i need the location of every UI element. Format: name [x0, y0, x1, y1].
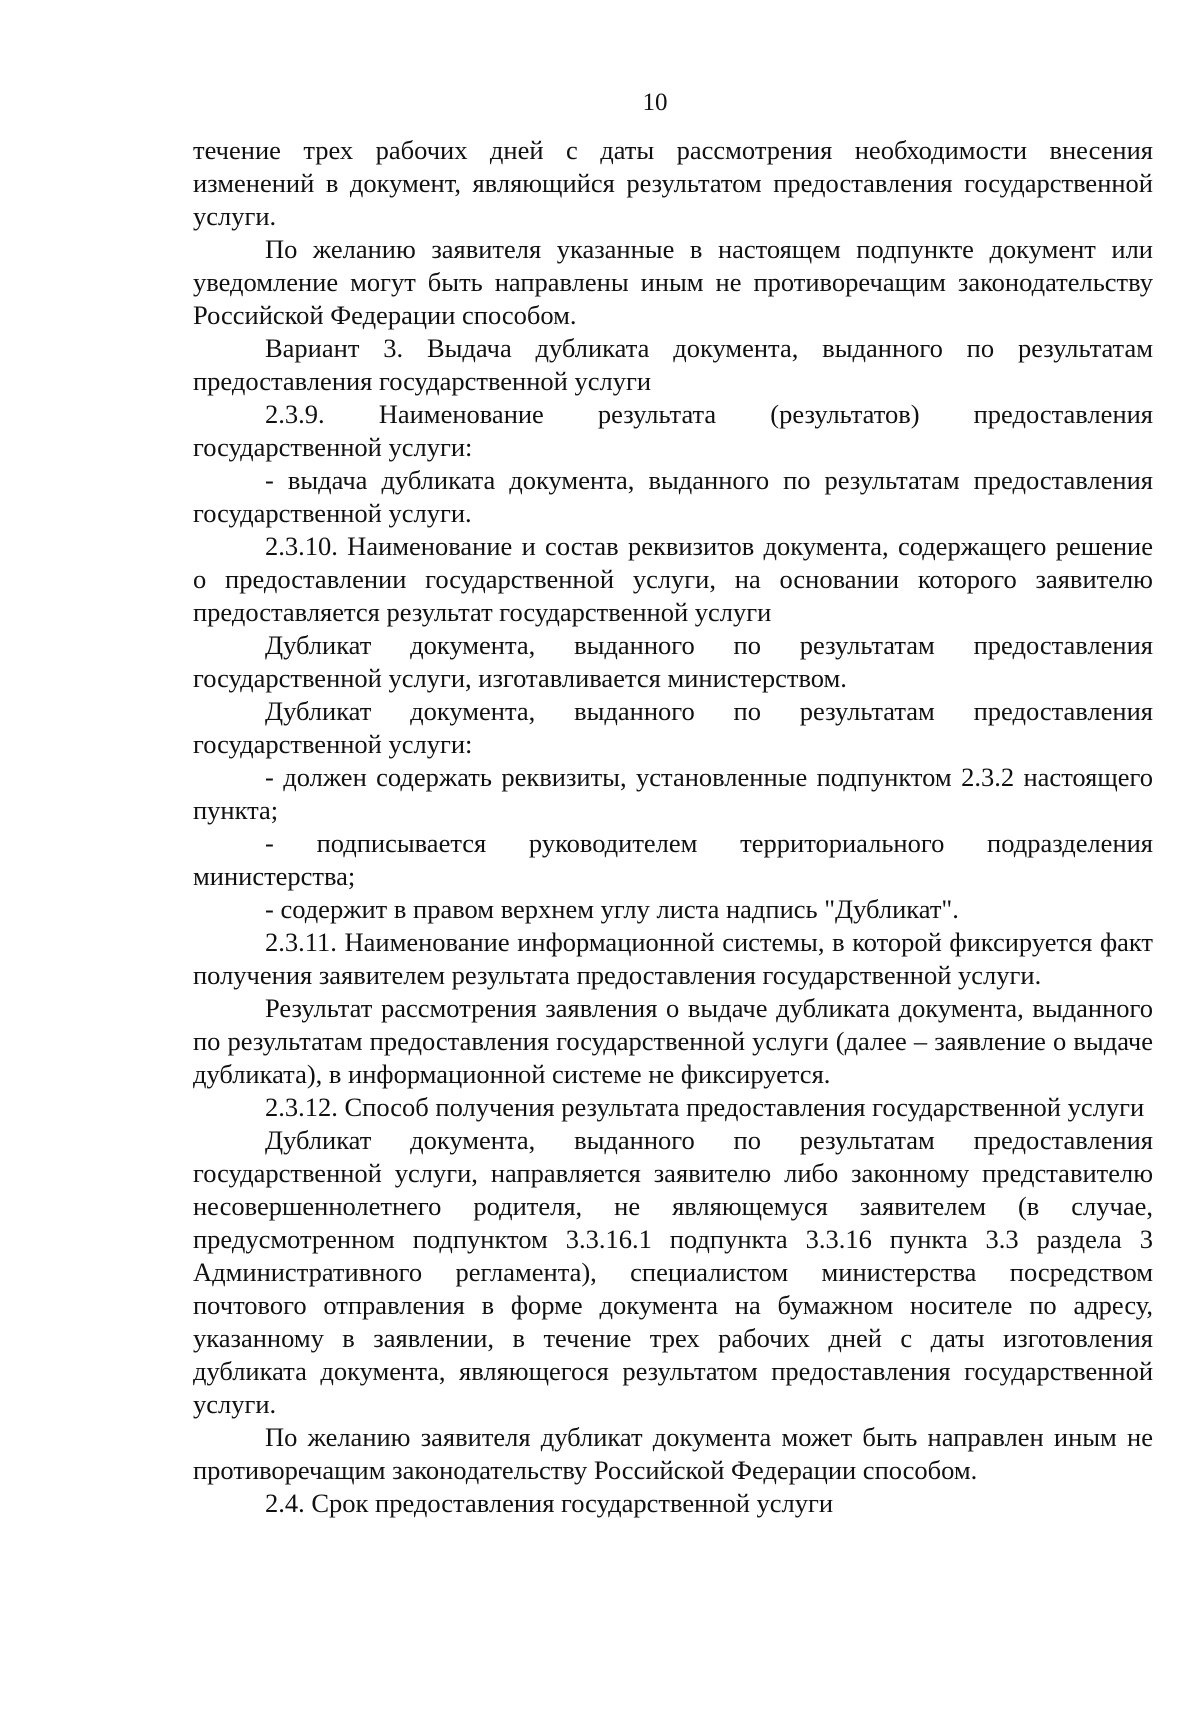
paragraph: 2.3.10. Наименование и состав реквизитов документа, содержащего решение о предоставлении государственной услуги, на основании которого заявителю предоставляется результат государственной услуги [193, 531, 1153, 627]
paragraph: - должен содержать реквизиты, установленные подпунктом 2.3.2 настоящего пункта; [193, 762, 1153, 825]
paragraph: Дубликат документа, выданного по результатам предоставления государственной услуги, изготавливается министерством. [193, 630, 1153, 693]
paragraph: По желанию заявителя дубликат документа может быть направлен иным не противоречащим законодательству Российской Федерации способом. [193, 1422, 1153, 1485]
paragraph: По желанию заявителя указанные в настоящем подпункте документ или уведомление могут быть направлены иным не противоречащим законодательству Российской Федерации способом. [193, 234, 1153, 330]
paragraph: 2.3.11. Наименование информационной системы, в которой фиксируется факт получения заявителем результата предоставления государственной услуги. [193, 927, 1153, 990]
paragraph: Дубликат документа, выданного по результатам предоставления государственной услуги, направляется заявителю либо законному представителю несовершеннолетнего родителя, не являющемуся заявителем (в случае, предусмотренном подпунктом 3.3.16.1 подпункта 3.3.16 пункта 3.3 раздела 3 Административного регламента), специалистом министерства посредством почтового отправления в форме документа на бумажном носителе по адресу, указанному в заявлении, в течение трех рабочих дней с даты изготовления дубликата документа, являющегося результатом предоставления государственной услуги. [193, 1125, 1153, 1419]
paragraph: - содержит в правом верхнем углу листа надпись "Дубликат". [265, 894, 959, 924]
paragraph: - подписывается руководителем территориального подразделения министерства; [193, 828, 1153, 891]
document-body [193, 134, 1153, 1520]
paragraph: Дубликат документа, выданного по результатам предоставления государственной услуги: [193, 696, 1153, 759]
paragraph: течение трех рабочих дней с даты рассмотрения необходимости внесения изменений в документ, являющийся результатом предоставления государственной услуги. [193, 135, 1153, 231]
paragraph: 2.4. Срок предоставления государственной услуги [265, 1488, 834, 1518]
paragraph: Результат рассмотрения заявления о выдаче дубликата документа, выданного по результатам предоставления государственной услуги (далее – заявление о выдаче дубликата), в информационной системе не фиксируется. [193, 993, 1153, 1089]
paragraph: - выдача дубликата документа, выданного по результатам предоставления государственной услуги. [193, 465, 1153, 528]
paragraph: 2.3.9. Наименование результата (результатов) предоставления государственной услуги: [193, 399, 1153, 462]
paragraph: Вариант 3. Выдача дубликата документа, выданного по результатам предоставления государственной услуги [193, 333, 1153, 396]
paragraph: 2.3.12. Способ получения результата предоставления государственной услуги [265, 1092, 1145, 1122]
page-number: 10 [642, 89, 668, 116]
